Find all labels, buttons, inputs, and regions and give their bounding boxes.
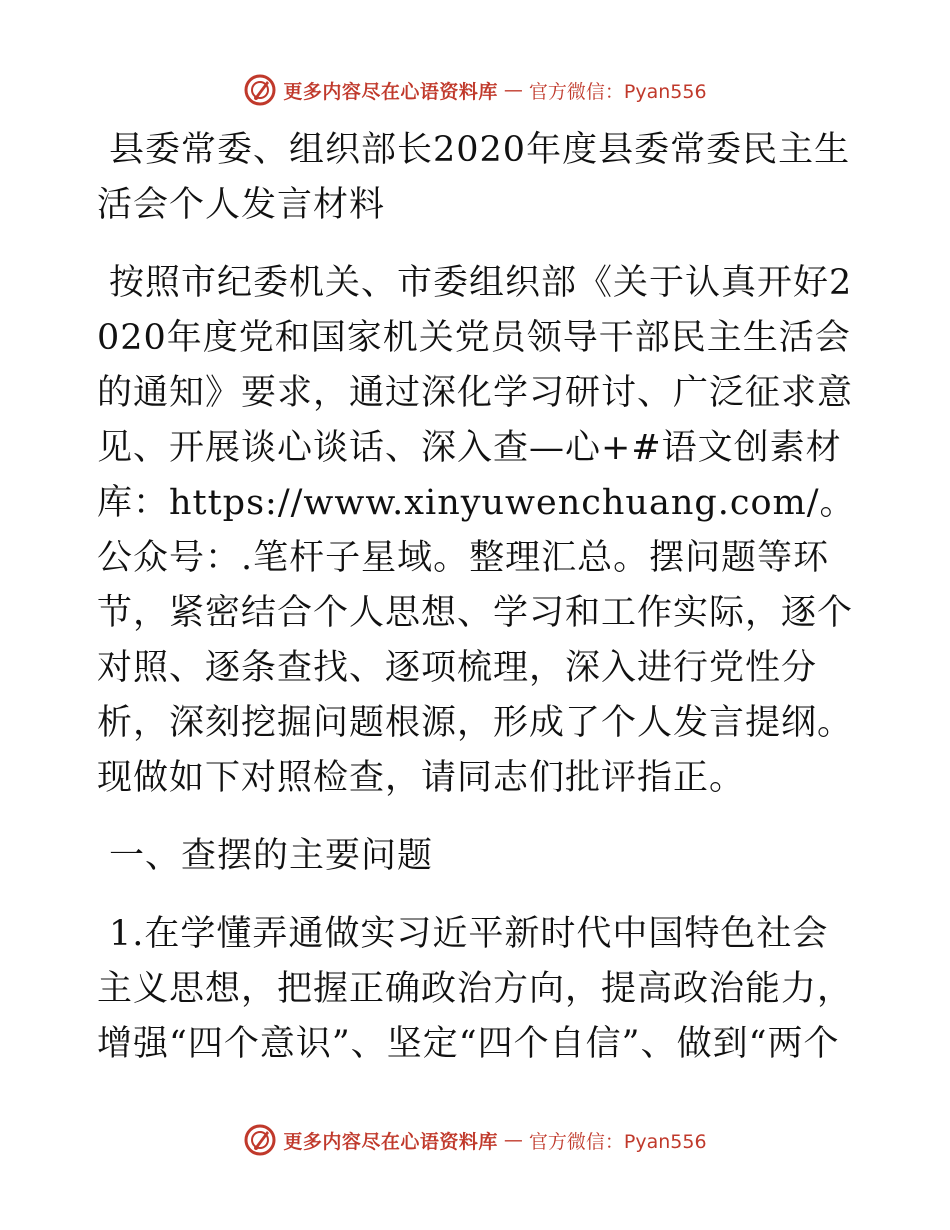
footer-banner-separator: — <box>503 1129 523 1151</box>
document-title: 县委常委、组织部长2020年度县委常委民主生活会个人发言材料 <box>97 130 851 225</box>
header-banner <box>0 70 950 110</box>
logo-icon <box>243 1123 277 1157</box>
logo-icon <box>243 73 277 107</box>
section-heading: 一、查摆的主要问题 <box>109 836 434 876</box>
header-banner-separator: — <box>503 79 523 101</box>
header-banner-main-text: 更多内容尽在心语资料库 <box>283 80 498 103</box>
intro-paragraph: 按照市纪委机关、市委组织部《关于认真开好2020年度党和国家机关党员领导干部民主生活会的通知》要求，通过深化学习研讨、广泛征求意见、开展谈心谈话、深入查—心+#语文创素材库：https://www.xinyuwenchuang.com/。公众号：.笔杆子星域。整理汇总。摆问题等环节，紧密结合个人思想、学习和工作实际，逐个对照、逐条查找、逐项梳理，深入进行党性分析，深刻挖掘问题根源，形成了个人发言提纲。现做如下对照检查，请同志们批评指正。 <box>97 263 856 798</box>
footer-banner <box>0 1120 950 1160</box>
item-paragraph: 1.在学懂弄通做实习近平新时代中国特色社会主义思想，把握正确政治方向，提高政治能力，增强“四个意识”、坚定“四个自信”、做到“两个 <box>97 914 854 1064</box>
footer-banner-main-text: 更多内容尽在心语资料库 <box>283 1130 498 1153</box>
footer-banner-wechat-text: 官方微信：Pyan556 <box>528 1130 707 1153</box>
header-banner-wechat-text: 官方微信：Pyan556 <box>528 80 707 103</box>
document-body <box>97 123 857 1095</box>
